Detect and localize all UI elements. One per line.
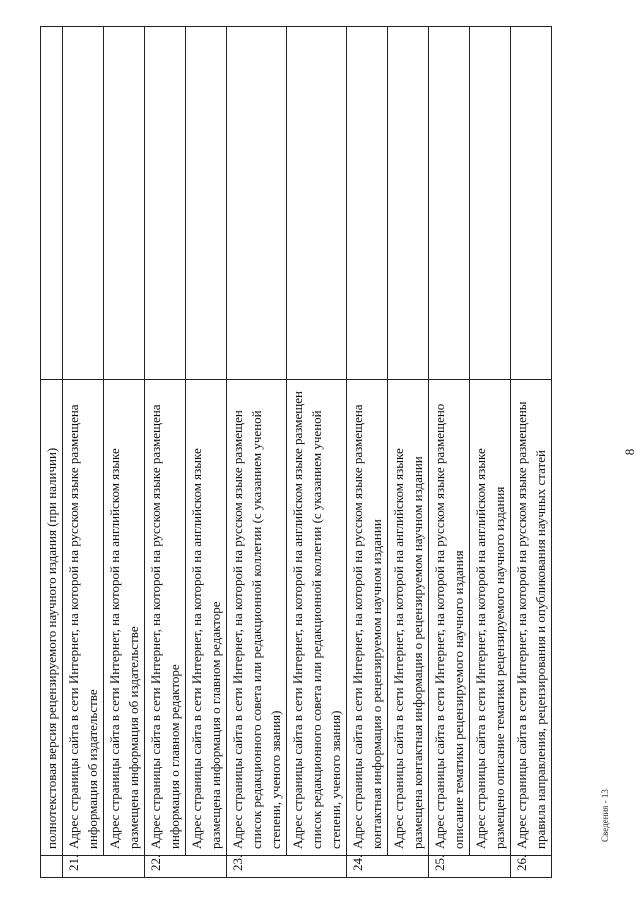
value-cell xyxy=(470,27,511,380)
value-cell xyxy=(429,27,470,380)
row-number-cell: 24. xyxy=(347,856,429,878)
table-row xyxy=(347,27,388,878)
description-cell: Адрес страницы сайта в сети Интернет, на которой на русском языке размещены правила направления, рецензирования и опубликования научных статей xyxy=(511,380,552,856)
page-number: 8 xyxy=(622,448,637,456)
value-cell xyxy=(287,27,347,380)
table-row xyxy=(287,27,347,878)
description-cell: Адрес страницы сайта в сети Интернет, на которой на английском языке размещена информация о главном редакторе xyxy=(186,380,227,856)
description-cell: Адрес страницы сайта в сети Интернет, на которой на английском языке размещена контактная информация о рецензируемом научном издании xyxy=(388,380,429,856)
value-cell xyxy=(145,27,186,380)
value-cell xyxy=(63,27,104,380)
value-cell xyxy=(511,27,552,380)
row-number-cell: 21. xyxy=(63,856,145,878)
row-number-cell xyxy=(41,856,63,878)
description-cell: Адрес страницы сайта в сети Интернет, на которой на русском языке размещен список редакционного совета или редакционной коллегии (с указанием ученой степени, ученого звания) xyxy=(227,380,287,856)
value-cell xyxy=(347,27,388,380)
table-row xyxy=(41,27,63,878)
table-row xyxy=(511,27,552,878)
description-cell: Адрес страницы сайта в сети Интернет, на которой на русском языке размещена информация об издательстве xyxy=(63,380,104,856)
value-cell xyxy=(41,27,63,380)
row-number-cell: 26. xyxy=(511,856,552,878)
value-cell xyxy=(186,27,227,380)
description-cell: Адрес страницы сайта в сети Интернет, на которой на английском языке размещен список редакционного совета или редакционной коллегии (с указанием ученой степени, ученого звания) xyxy=(287,380,347,856)
value-cell xyxy=(104,27,145,380)
table-row xyxy=(63,27,104,878)
table-row xyxy=(429,27,470,878)
table-row xyxy=(104,27,145,878)
description-cell: Адрес страницы сайта в сети Интернет, на которой на английском языке размещено описание тематики рецензируемого научного издания xyxy=(470,380,511,856)
description-cell: Адрес страницы сайта в сети Интернет, на которой на русском языке размещена контактная информация о рецензируемом научном издании xyxy=(347,380,388,856)
description-cell: полнотекстовая версия рецензируемого научного издания (при наличии) xyxy=(41,380,63,856)
description-cell: Адрес страницы сайта в сети Интернет, на которой на английском языке размещена информация об издательстве xyxy=(104,380,145,856)
rotated-page-content xyxy=(40,26,637,878)
value-cell xyxy=(227,27,287,380)
table-row xyxy=(227,27,287,878)
row-number-cell: 22. xyxy=(145,856,227,878)
description-cell: Адрес страницы сайта в сети Интернет, на которой на русском языке размещено описание тематики рецензируемого научного издания xyxy=(429,380,470,856)
journal-info-table xyxy=(40,26,552,878)
footer-label: Сведения - 13 xyxy=(600,789,610,842)
row-number-cell: 23. xyxy=(227,856,347,878)
value-cell xyxy=(388,27,429,380)
description-cell: Адрес страницы сайта в сети Интернет, на которой на русском языке размещена информация о главном редакторе xyxy=(145,380,186,856)
row-number-cell: 25. xyxy=(429,856,511,878)
table-row xyxy=(145,27,186,878)
table-row xyxy=(388,27,429,878)
table-row xyxy=(470,27,511,878)
table-row xyxy=(186,27,227,878)
